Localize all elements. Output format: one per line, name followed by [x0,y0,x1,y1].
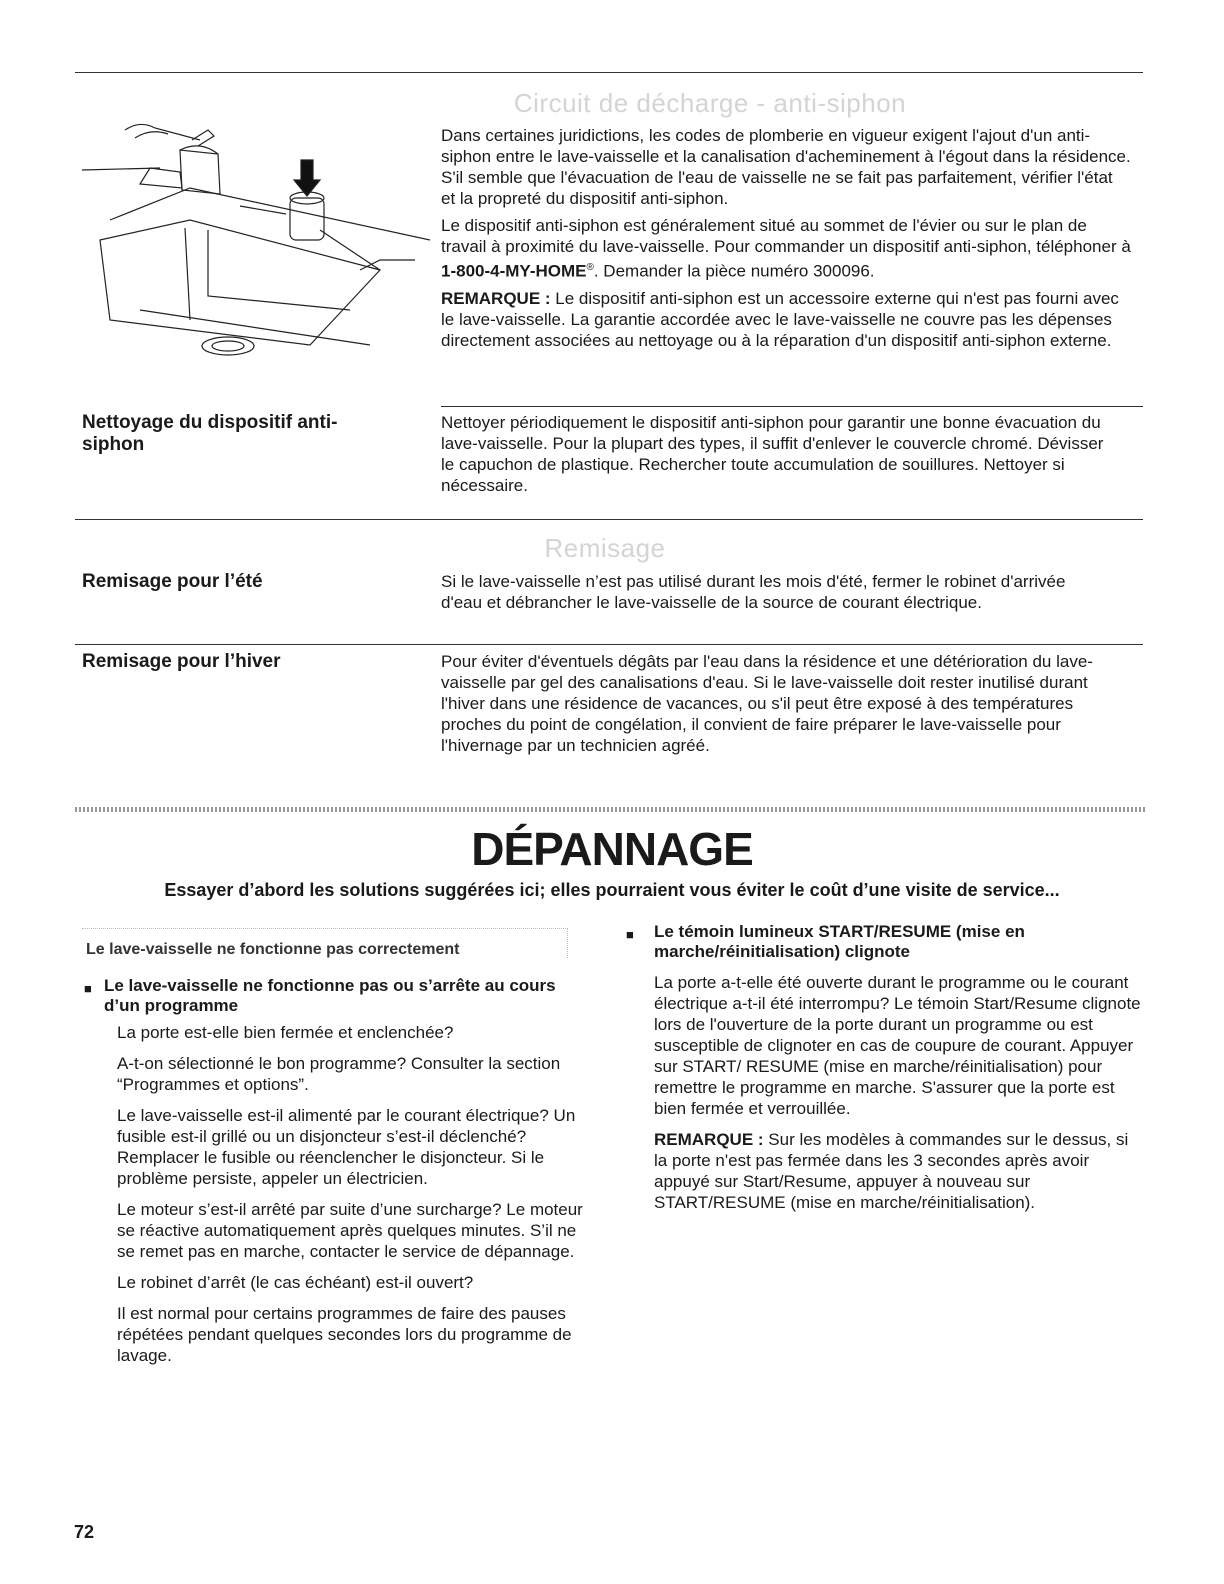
winter-storage-label: Remisage pour l’hiver [82,651,281,672]
item1-para: Le robinet d’arrêt (le cas échéant) est-il ouvert? [117,1273,474,1292]
anti-siphon-text [441,125,1131,357]
item1-bullet: ■ [84,981,92,996]
item2-note-text: Sur les modèles à commandes sur le dessus, si la porte n'est pas fermée dans les 3 secondes après avoir appuyé sur Start/Resume, appuyer à nouveau sur START/RESUME (mise en marche/réinitialisation). [654,1130,1129,1212]
item1-para: A-t-on sélectionné le bon programme? Consulter la section “Programmes et options”. [117,1054,561,1094]
item2-para: La porte a-t-elle été ouverte durant le programme ou le courant électrique a-t-il été interrompu? Le témoin Start/Resume clignote lors de l'ouverture de la porte durant un programme ou est susceptible de clignoter en cas de coupure de courant. Appuyer sur START/ RESUME (mise en marche/réinitialisation) pour remettre le programme en marche. S'assurer que la porte est bien fermée et verrouillée. [654,973,1141,1118]
problem-box-title: Le lave-vaisselle ne fonctionne pas correctement [82,928,568,958]
section-separator [75,807,1147,812]
item2-note [654,1129,1144,1213]
note-label: REMARQUE : [441,288,551,308]
item1-body [117,1022,592,1372]
troubleshooting-title: DÉPANNAGE [471,823,753,875]
storage-section-title: Remisage [544,533,666,563]
item1-para: Le lave-vaisselle est-il alimenté par le courant électrique? Un fusible est-il grillé ou un disjoncteur s’est-il déclenché? Remplacer le fusible ou réenclencher le disjoncteur. Si le problème persiste, appeler un électricien. [117,1106,576,1188]
cleaning-label: Nettoyage du dispositif anti-siphon [82,412,338,455]
winter-storage-text: Pour éviter d'éventuels dégâts par l'eau dans la résidence et une détérioration du lave-vaisselle par gel des canalisations d'eau. Si le lave-vaisselle doit rester inutilisé durant l'hiver dans une résidence de vacances, ou s'il peut être exposé à des températures proches du point de congélation, il convient de faire préparer le lave-vaisselle pour l'hivernage par un technicien agréé. [441,652,1093,755]
order-phone-number: 1-800-4-MY-HOME [441,261,587,281]
summer-storage-text: Si le lave-vaisselle n’est pas utilisé durant les mois d'été, fermer le robinet d'arrivée d'eau et débrancher le lave-vaisselle de la source de courant électrique. [441,572,1066,612]
item1-para: La porte est-elle bien fermée et enclenchée? [117,1023,454,1042]
anti-siphon-paragraph-1: Dans certaines juridictions, les codes de plomberie en vigueur exigent l'ajout d'un anti-siphon entre le lave-vaisselle et la canalisation d'acheminement à l'égout dans la résidence. S'il semble que l'évacuation de l'eau de vaisselle ne se fait pas parfaitement, vérifier l'état et la propreté du dispositif anti-siphon. [441,126,1131,208]
item1-para: Il est normal pour certains programmes de faire des pauses répétées pendant quelques secondes lors du programme de lavage. [117,1304,572,1365]
summer-storage-label: Remisage pour l’été [82,571,263,592]
anti-siphon-section-title: Circuit de décharge - anti-siphon [513,88,907,118]
sink-anti-siphon-illustration [80,110,430,370]
anti-siphon-p2-before: Le dispositif anti-siphon est généralement situé au sommet de l'évier ou sur le plan de travail à proximité du lave-vaisselle. Pour commander un dispositif anti-siphon, téléphoner à [441,216,1131,256]
item2-heading: Le témoin lumineux START/RESUME (mise en marche/réinitialisation) clignote [654,922,1025,961]
item2-note-label: REMARQUE : [654,1130,764,1149]
item1-heading: Le lave-vaisselle ne fonctionne pas ou s’arrête au cours d’un programme [104,976,556,1015]
storage-rule [75,519,1143,520]
troubleshooting-subtitle: Essayer d’abord les solutions suggérées ici; elles pourraient vous éviter le coût d’une visite de service... [164,880,1060,900]
item2-bullet: ■ [626,927,634,942]
cleaning-rule [441,406,1143,407]
cleaning-text: Nettoyer périodiquement le dispositif anti-siphon pour garantir une bonne évacuation du lave-vaisselle. Pour la plupart des types, il suffit d'enlever le couvercle chromé. Dévisser le capuchon de plastique. Rechercher toute accumulation de souillures. Nettoyer si nécessaire. [441,413,1104,495]
anti-siphon-note [441,288,1131,351]
item1-para: Le moteur s’est-il arrêté par suite d’une surcharge? Le moteur se réactive automatiquement après quelques minutes. S’il ne se remet pas en marche, contacter le service de dépannage. [117,1200,583,1261]
top-rule [75,72,1143,73]
registered-mark: ® [586,262,594,273]
page-number: 72 [74,1522,95,1542]
winter-rule [75,644,1143,645]
anti-siphon-p2-after: . Demander la pièce numéro 300096. [593,261,875,281]
anti-siphon-paragraph-2 [441,215,1131,282]
item2-body [654,972,1144,1219]
note-text: Le dispositif anti-siphon est un accessoire externe qui n'est pas fourni avec le lave-vaisselle. La garantie accordée avec le lave-vaisselle ne couvre pas les dépenses directement associées au nettoyage ou à la réparation d'un dispositif anti-siphon externe. [441,288,1119,350]
